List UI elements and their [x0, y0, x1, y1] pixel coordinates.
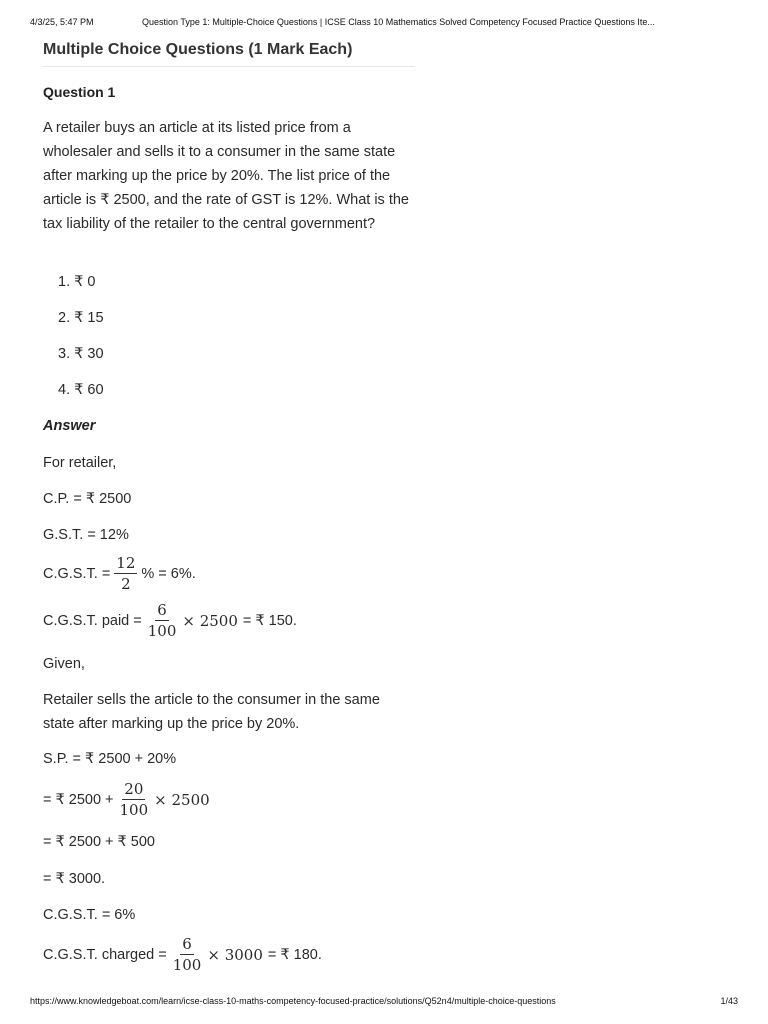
section-title: Multiple Choice Questions (1 Mark Each) — [43, 40, 415, 67]
solution-line: Given, — [43, 656, 85, 672]
formula-text: C.G.S.T. charged = — [43, 946, 167, 963]
formula-text: × 3000 — [207, 945, 263, 964]
fraction-numerator: 6 — [157, 601, 167, 619]
fraction-numerator: 20 — [124, 780, 144, 798]
question-text: A retailer buys an article at its listed price from a wholesaler and sells it to a consumer in the same state after marking up the price by 20%. The list price of the article is ₹ 2500, and the rate of GST is 12%. What is the tax liability of the retailer to the central government? — [43, 120, 409, 232]
print-footer — [30, 996, 738, 1010]
fraction — [114, 554, 137, 593]
print-url: https://www.knowledgeboat.com/learn/icse-class-10-maths-competency-focused-practice/solutions/Q52n4/multiple-choice-questions — [30, 996, 556, 1006]
option-1: 1. ₹ 0 — [58, 274, 96, 290]
fraction-numerator: 12 — [116, 554, 136, 572]
option-3: 3. ₹ 30 — [58, 346, 104, 362]
formula-text: = ₹ 150. — [242, 612, 297, 629]
cgst-rate-formula — [43, 554, 196, 593]
fraction — [146, 601, 179, 640]
formula-text: = ₹ 180. — [267, 946, 322, 963]
formula-text: C.G.S.T. paid = — [43, 612, 142, 629]
solution-paragraph: Retailer sells the article to the consumer in the same state after marking up the price by 20%. — [43, 692, 380, 732]
solution-line: = ₹ 3000. — [43, 871, 106, 887]
solution-line: For retailer, — [43, 455, 117, 471]
fraction-denominator: 100 — [172, 956, 202, 974]
option-2: 2. ₹ 15 — [58, 310, 104, 326]
sp-formula — [43, 780, 210, 819]
formula-text: × 2500 — [154, 790, 210, 809]
formula-text: = ₹ 2500 + — [43, 791, 114, 808]
solution-line: C.G.S.T. = 6% — [43, 907, 136, 923]
fraction-denominator: 2 — [121, 575, 131, 593]
question-title: Question 1 — [43, 84, 116, 100]
fraction-numerator: 6 — [182, 935, 192, 953]
page-number: 1/43 — [720, 996, 738, 1006]
formula-text: % = 6%. — [141, 565, 196, 582]
formula-text: × 2500 — [182, 611, 238, 630]
answer-label: Answer — [43, 418, 96, 434]
print-header — [30, 17, 738, 31]
cgst-paid-formula — [43, 601, 297, 640]
formula-text: C.G.S.T. = — [43, 565, 111, 582]
fraction-denominator: 100 — [119, 801, 149, 819]
solution-line: = ₹ 2500 + ₹ 500 — [43, 834, 155, 850]
cgst-charged-formula — [43, 935, 322, 974]
print-date: 4/3/25, 5:47 PM — [30, 17, 94, 27]
fraction — [171, 935, 204, 974]
solution-line: C.P. = ₹ 2500 — [43, 491, 132, 507]
main-content — [43, 40, 415, 974]
option-4: 4. ₹ 60 — [58, 382, 104, 398]
fraction-denominator: 100 — [147, 622, 177, 640]
print-page-title: Question Type 1: Multiple-Choice Questions | ICSE Class 10 Mathematics Solved Competency Focused Practice Questions Ite... — [142, 17, 655, 27]
fraction — [118, 780, 151, 819]
solution-line: G.S.T. = 12% — [43, 527, 129, 543]
solution-line: S.P. = ₹ 2500 + 20% — [43, 751, 177, 767]
